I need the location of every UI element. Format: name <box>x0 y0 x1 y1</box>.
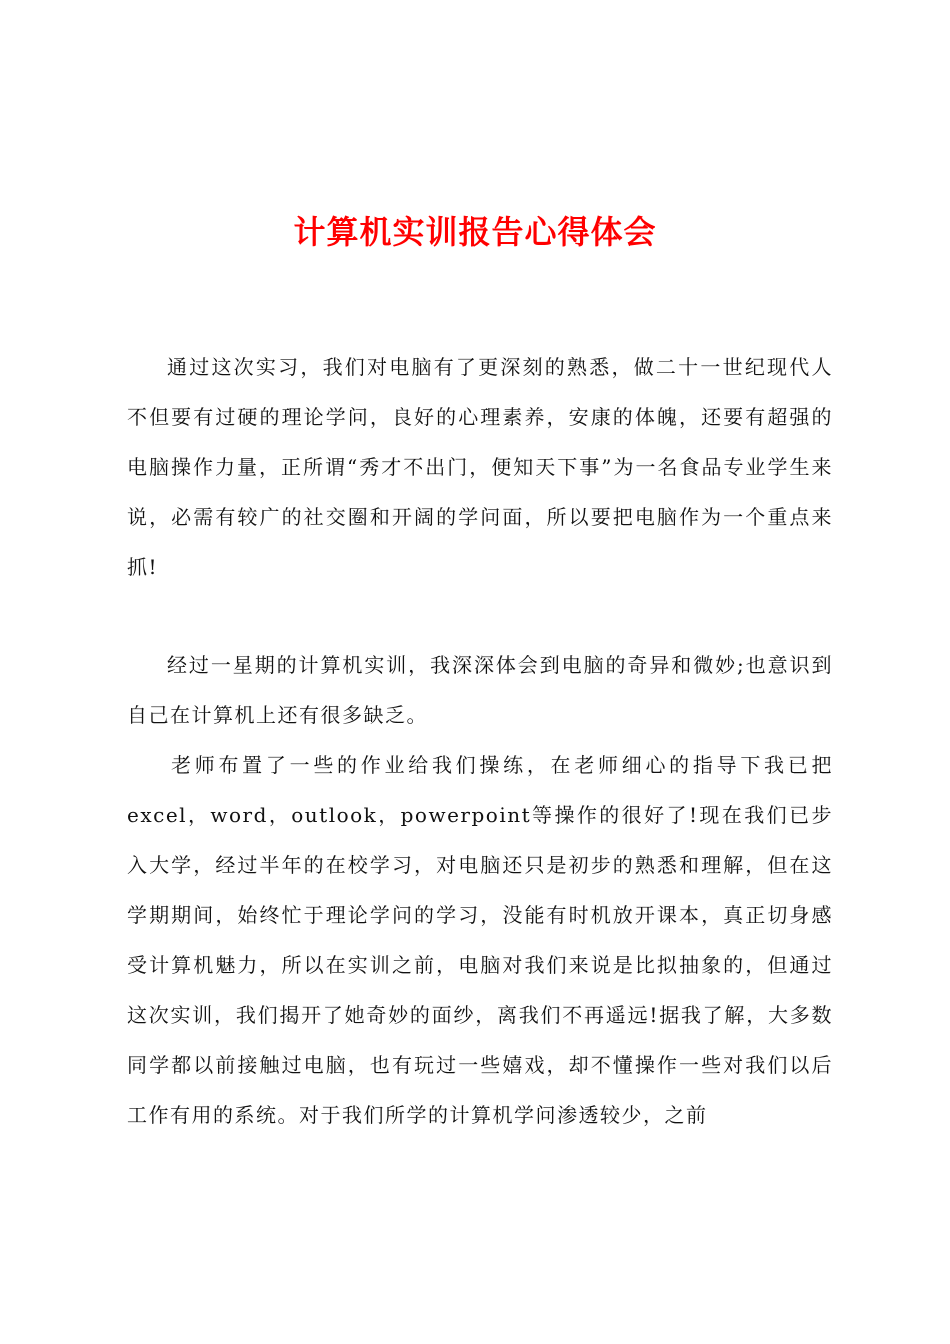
document-title: 计算机实训报告心得体会 <box>293 213 657 251</box>
paragraph-1: 通过这次实习，我们对电脑有了更深刻的熟悉，做二十一世纪现代人不但要有过硬的理论学问，良好的心理素养，安康的体魄，还要有超强的电脑操作力量，正所谓“秀才不出门，便知天下事”为一名食品专业学生来说，必需有较广的社交圈和开阔的学问面，所以要把电脑作为一个重点来抓! <box>127 355 833 579</box>
paragraph-3: 老师布置了一些的作业给我们操练，在老师细心的指导下我已把excel，word，outlook，powerpoint等操作的很好了!现在我们已步入大学，经过半年的在校学习，对电脑还只是初步的熟悉和理解，但在这学期期间，始终忙于理论学问的学习，没能有时机放开课本，真正切身感受计算机魅力，所以在实训之前，电脑对我们来说是比拟抽象的，但通过这次实训，我们揭开了她奇妙的面纱，离我们不再遥远!据我了解，大多数同学都以前接触过电脑，也有玩过一些嬉戏，却不懂操作一些对我们以后工作有用的系统。对于我们所学的计算机学问渗透较少，之前 <box>127 753 833 1127</box>
paragraph-2: 经过一星期的计算机实训，我深深体会到电脑的奇异和微妙;也意识到自己在计算机上还有很多缺乏。 <box>127 653 833 727</box>
